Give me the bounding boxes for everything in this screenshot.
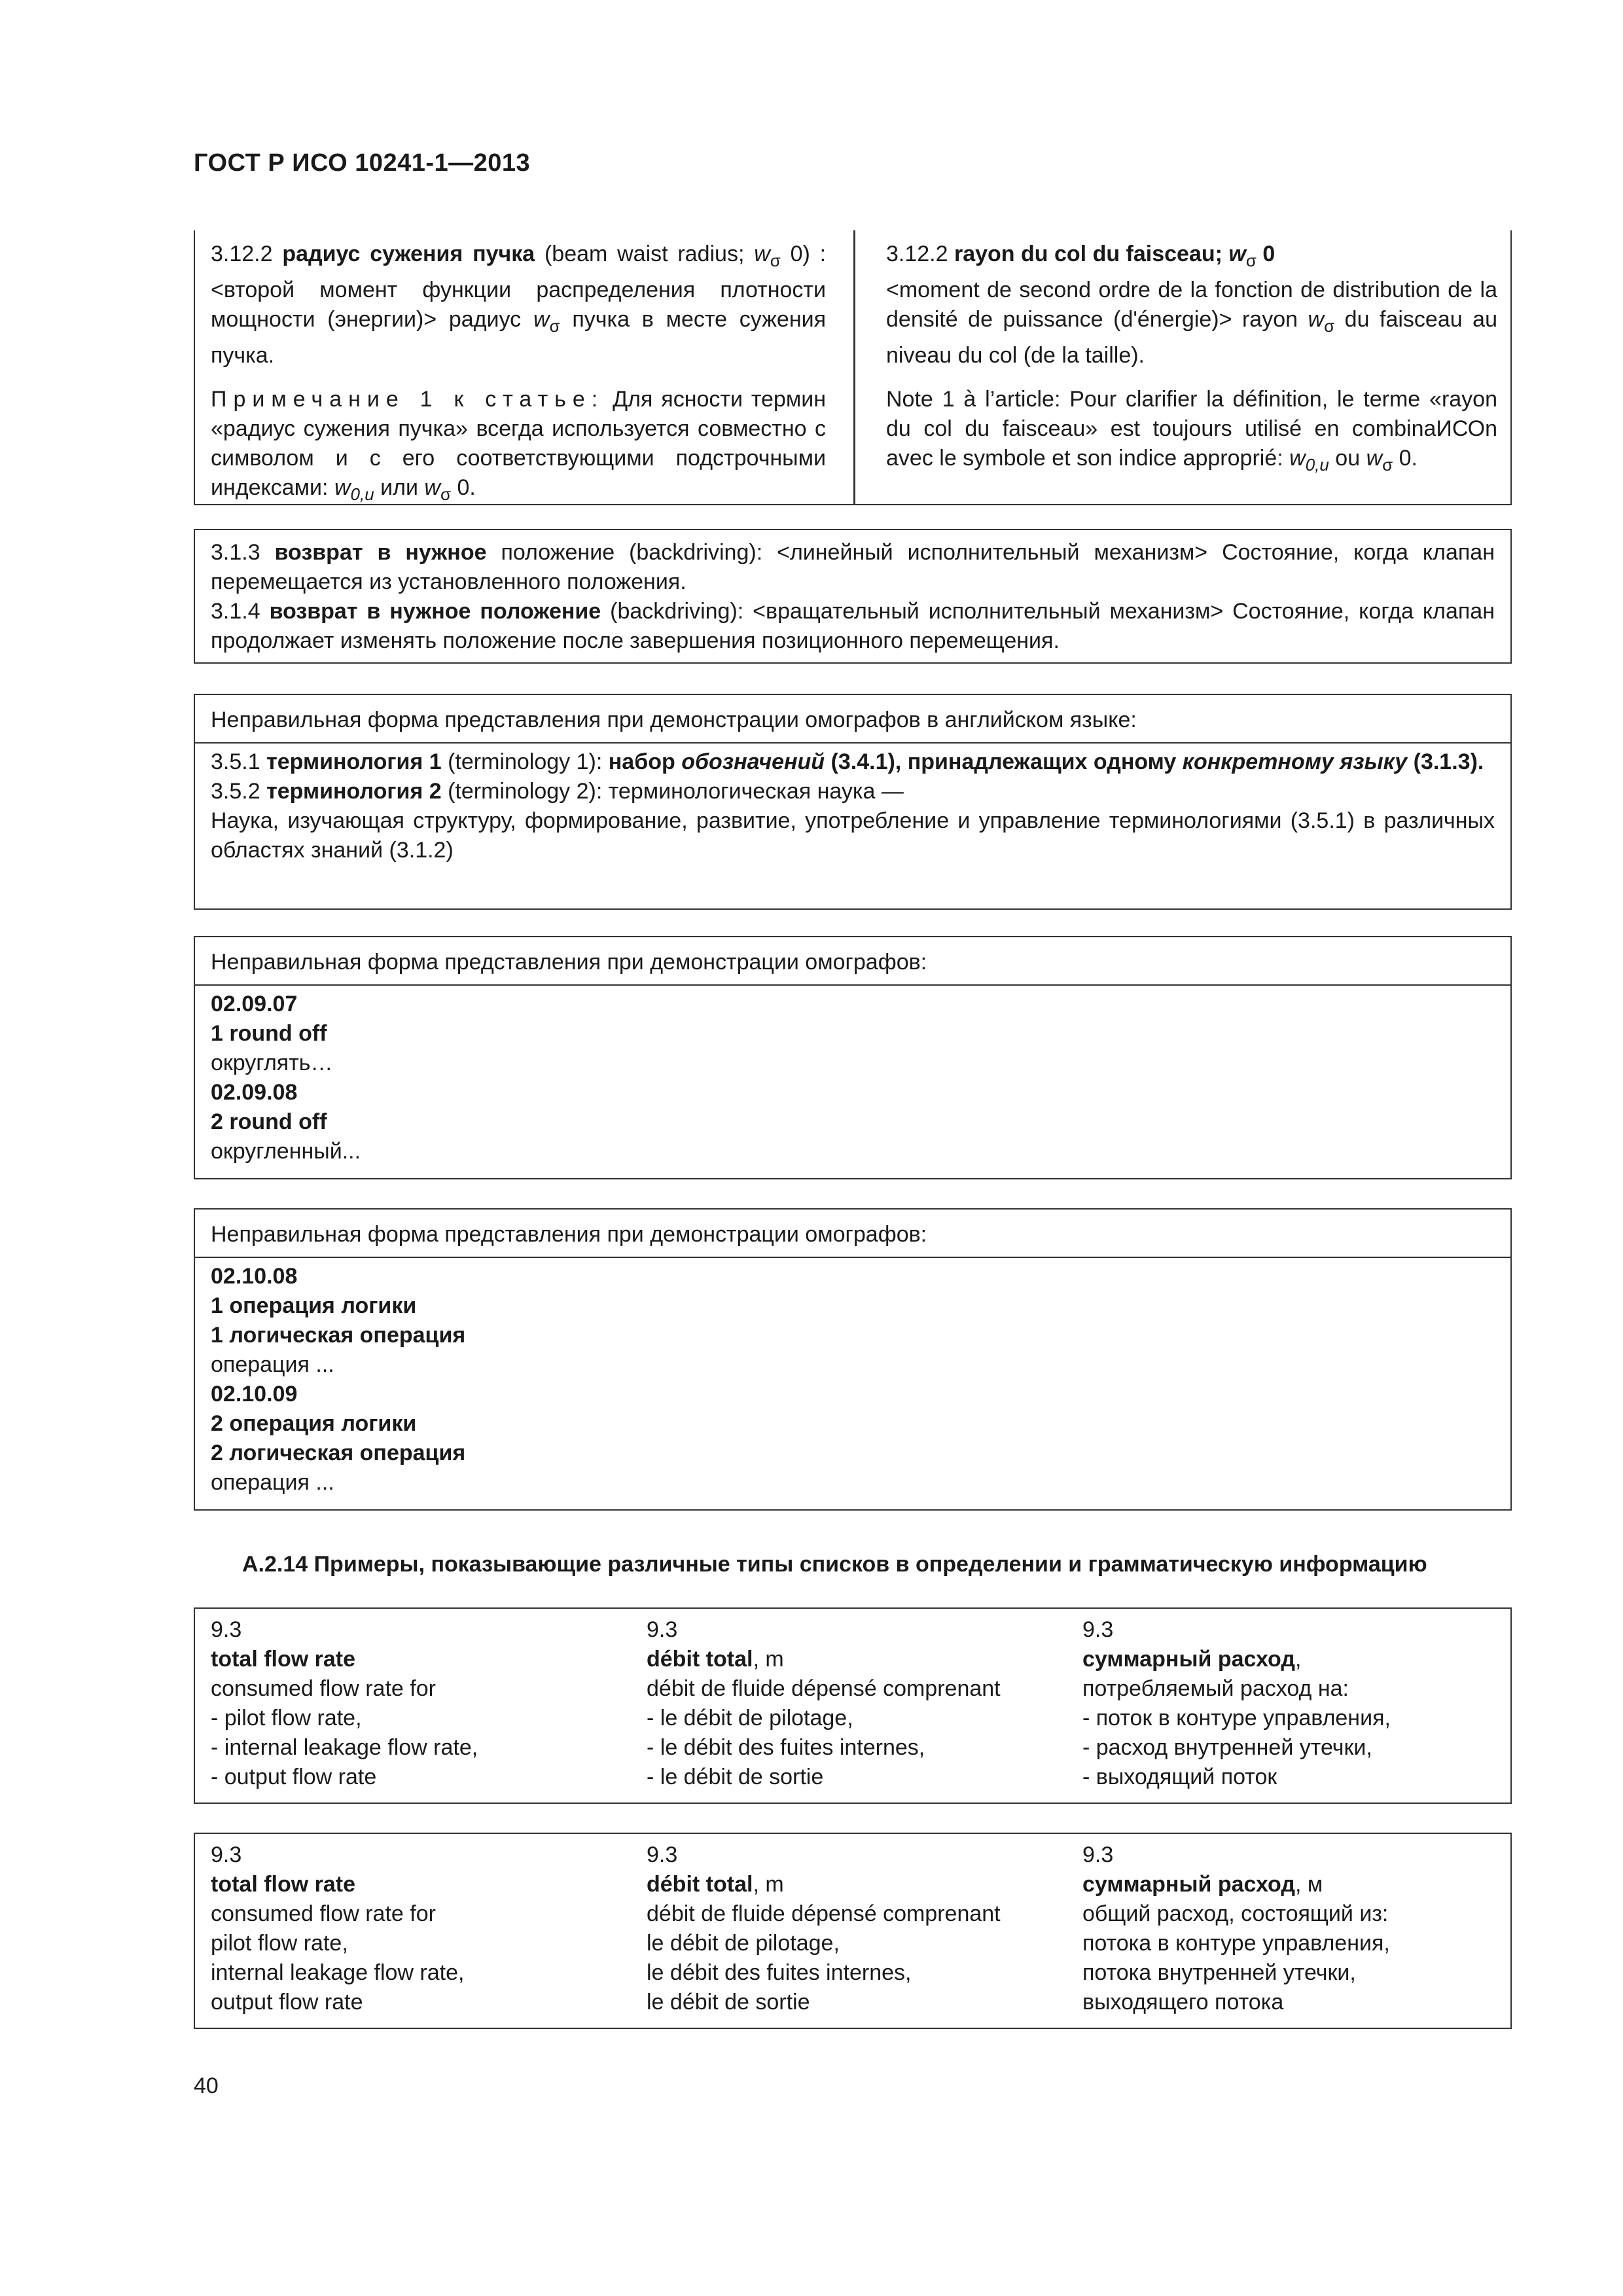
ru-entry — [211, 240, 826, 509]
box-heading: Неправильная форма представления при демонстрации омографов в английском языке: — [195, 695, 1510, 744]
table-column-fr: 9.3 débit total, m débit de fluide dépensé comprenant le débit de pilotage, le débit des fuites internes, le débit de sortie — [647, 1842, 1001, 2015]
entry-line: 2 операция логики — [211, 1411, 417, 1436]
terminology-1: 3.5.1 терминология 1 (terminology 1): набор обозначений (3.4.1), принадлежащих одному конкретному языку (3.1.3). — [211, 749, 1484, 774]
entry-line: 02.09.08 — [211, 1080, 298, 1105]
terminology-2: 3.5.2 терминология 2 (terminology 2): терминологическая наука — — [211, 779, 904, 804]
terminology-box — [194, 694, 1512, 910]
entry-line: 2 round off — [211, 1109, 327, 1134]
note-label: Примечание 1 к статье: — [211, 387, 605, 412]
section-title: А.2.14 Примеры, показывающие различные типы списков в определении и грамматическую информацию — [242, 1552, 1427, 1577]
entry-line: 1 операция логики — [211, 1293, 417, 1318]
fr-entry — [886, 240, 1497, 480]
entry-line: операция ... — [211, 1352, 334, 1377]
table-column-ru: 9.3 суммарный расход, м общий расход, состоящий из: потока в контуре управления, потока внутренней утечки, выходящего потока — [1082, 1842, 1390, 2015]
entry-line: округлять… — [211, 1050, 333, 1075]
entry-line: округленный... — [211, 1139, 361, 1164]
list-example-table-1 — [194, 1607, 1512, 1804]
logic-operation-box — [194, 1208, 1512, 1511]
fr-note: Note 1 à l’article: Pour clarifier la définition, le terme «rayon du col du faisceau» est toujours utilisé en combinaИСОn avec le symbole et son indice approprié: $w_{0,u}$ ou $w_\sigma$ 0. — [886, 387, 1497, 475]
entry-line: 02.10.09 — [211, 1382, 298, 1407]
entry-line: 1 логическая операция — [211, 1323, 466, 1348]
box-heading: Неправильная форма представления при демонстрации омографов: — [195, 1210, 1510, 1258]
list-example-table-2 — [194, 1833, 1512, 2029]
ru-note: Примечание 1 к статье: Для ясности термин «радиус сужения пучка» всегда используется совместно с символом и с его соответствующими подстрочными индексами: $w_{0,u}$ или $w_\sigma$ 0. — [211, 387, 826, 504]
fr-term: rayon du col du faisceau; — [954, 242, 1222, 266]
table-column-fr: 9.3 débit total, m débit de fluide dépensé comprenant - le débit de pilotage, - le débit des fuites internes, - le débit de sortie — [647, 1617, 1001, 1789]
ru-term: радиус сужения пучка — [282, 242, 535, 266]
entry-line: 2 логическая операция — [211, 1441, 466, 1465]
round-off-lines — [195, 986, 1510, 1166]
entry-line: операция ... — [211, 1470, 334, 1495]
table-column-en: 9.3 total flow rate consumed flow rate for - pilot flow rate, - internal leakage flow rate, - output flow rate — [211, 1617, 478, 1789]
term-entry-box-radius — [194, 230, 1512, 505]
entry-line: 02.10.08 — [211, 1264, 298, 1289]
table-column-ru: 9.3 суммарный расход, потребляемый расход на: - поток в контуре управления, - расход внутренней утечки, - выходящий поток — [1082, 1617, 1391, 1789]
box-heading: Неправильная форма представления при демонстрации омографов: — [195, 937, 1510, 986]
entry-line: 02.09.07 — [211, 992, 298, 1016]
backdriving-rotary: 3.1.4 возврат в нужное положение (backdriving): <вращательный исполнительный механизм> Состояние, когда клапан продолжает изменять положение после завершения позиционного перемещения. — [211, 599, 1495, 653]
page-number: 40 — [194, 2073, 219, 2098]
backdriving-linear: 3.1.3 возврат в нужное положение (backdriving): <линейный исполнительный механизм> Состояние, когда клапан перемещается из установленного положения. — [211, 540, 1495, 594]
round-off-box — [194, 936, 1512, 1179]
ru-definition: 3.12.2 радиус сужения пучка (beam waist radius; $w_\sigma$ 0) : <второй момент функции распределения плотности мощности (энергии)> радиус $w_\sigma$ пучка в месте сужения пучка. — [211, 242, 827, 368]
table-column-en: 9.3 total flow rate consumed flow rate for pilot flow rate, internal leakage flow rate, output flow rate — [211, 1842, 465, 2015]
backdriving-box — [194, 529, 1512, 664]
fr-definition: 3.12.2 rayon du col du faisceau; $w_\sigma$ 0 <moment de second ordre de la fonction de distribution de la densité de puissance (d'énergie)> rayon $w_\sigma$ du faisceau au niveau du col (de la taille). — [886, 242, 1497, 368]
terminology-entries — [195, 744, 1510, 865]
entry-line: 1 round off — [211, 1021, 327, 1046]
column-divider — [853, 230, 855, 504]
terminology-definition: Наука, изучающая структуру, формирование, развитие, употребление и управление терминологиями (3.5.1) в различных областях знаний (3.1.2) — [211, 808, 1495, 863]
document-header: ГОСТ Р ИСО 10241-1—2013 — [194, 149, 531, 177]
logic-operation-lines — [195, 1258, 1510, 1498]
